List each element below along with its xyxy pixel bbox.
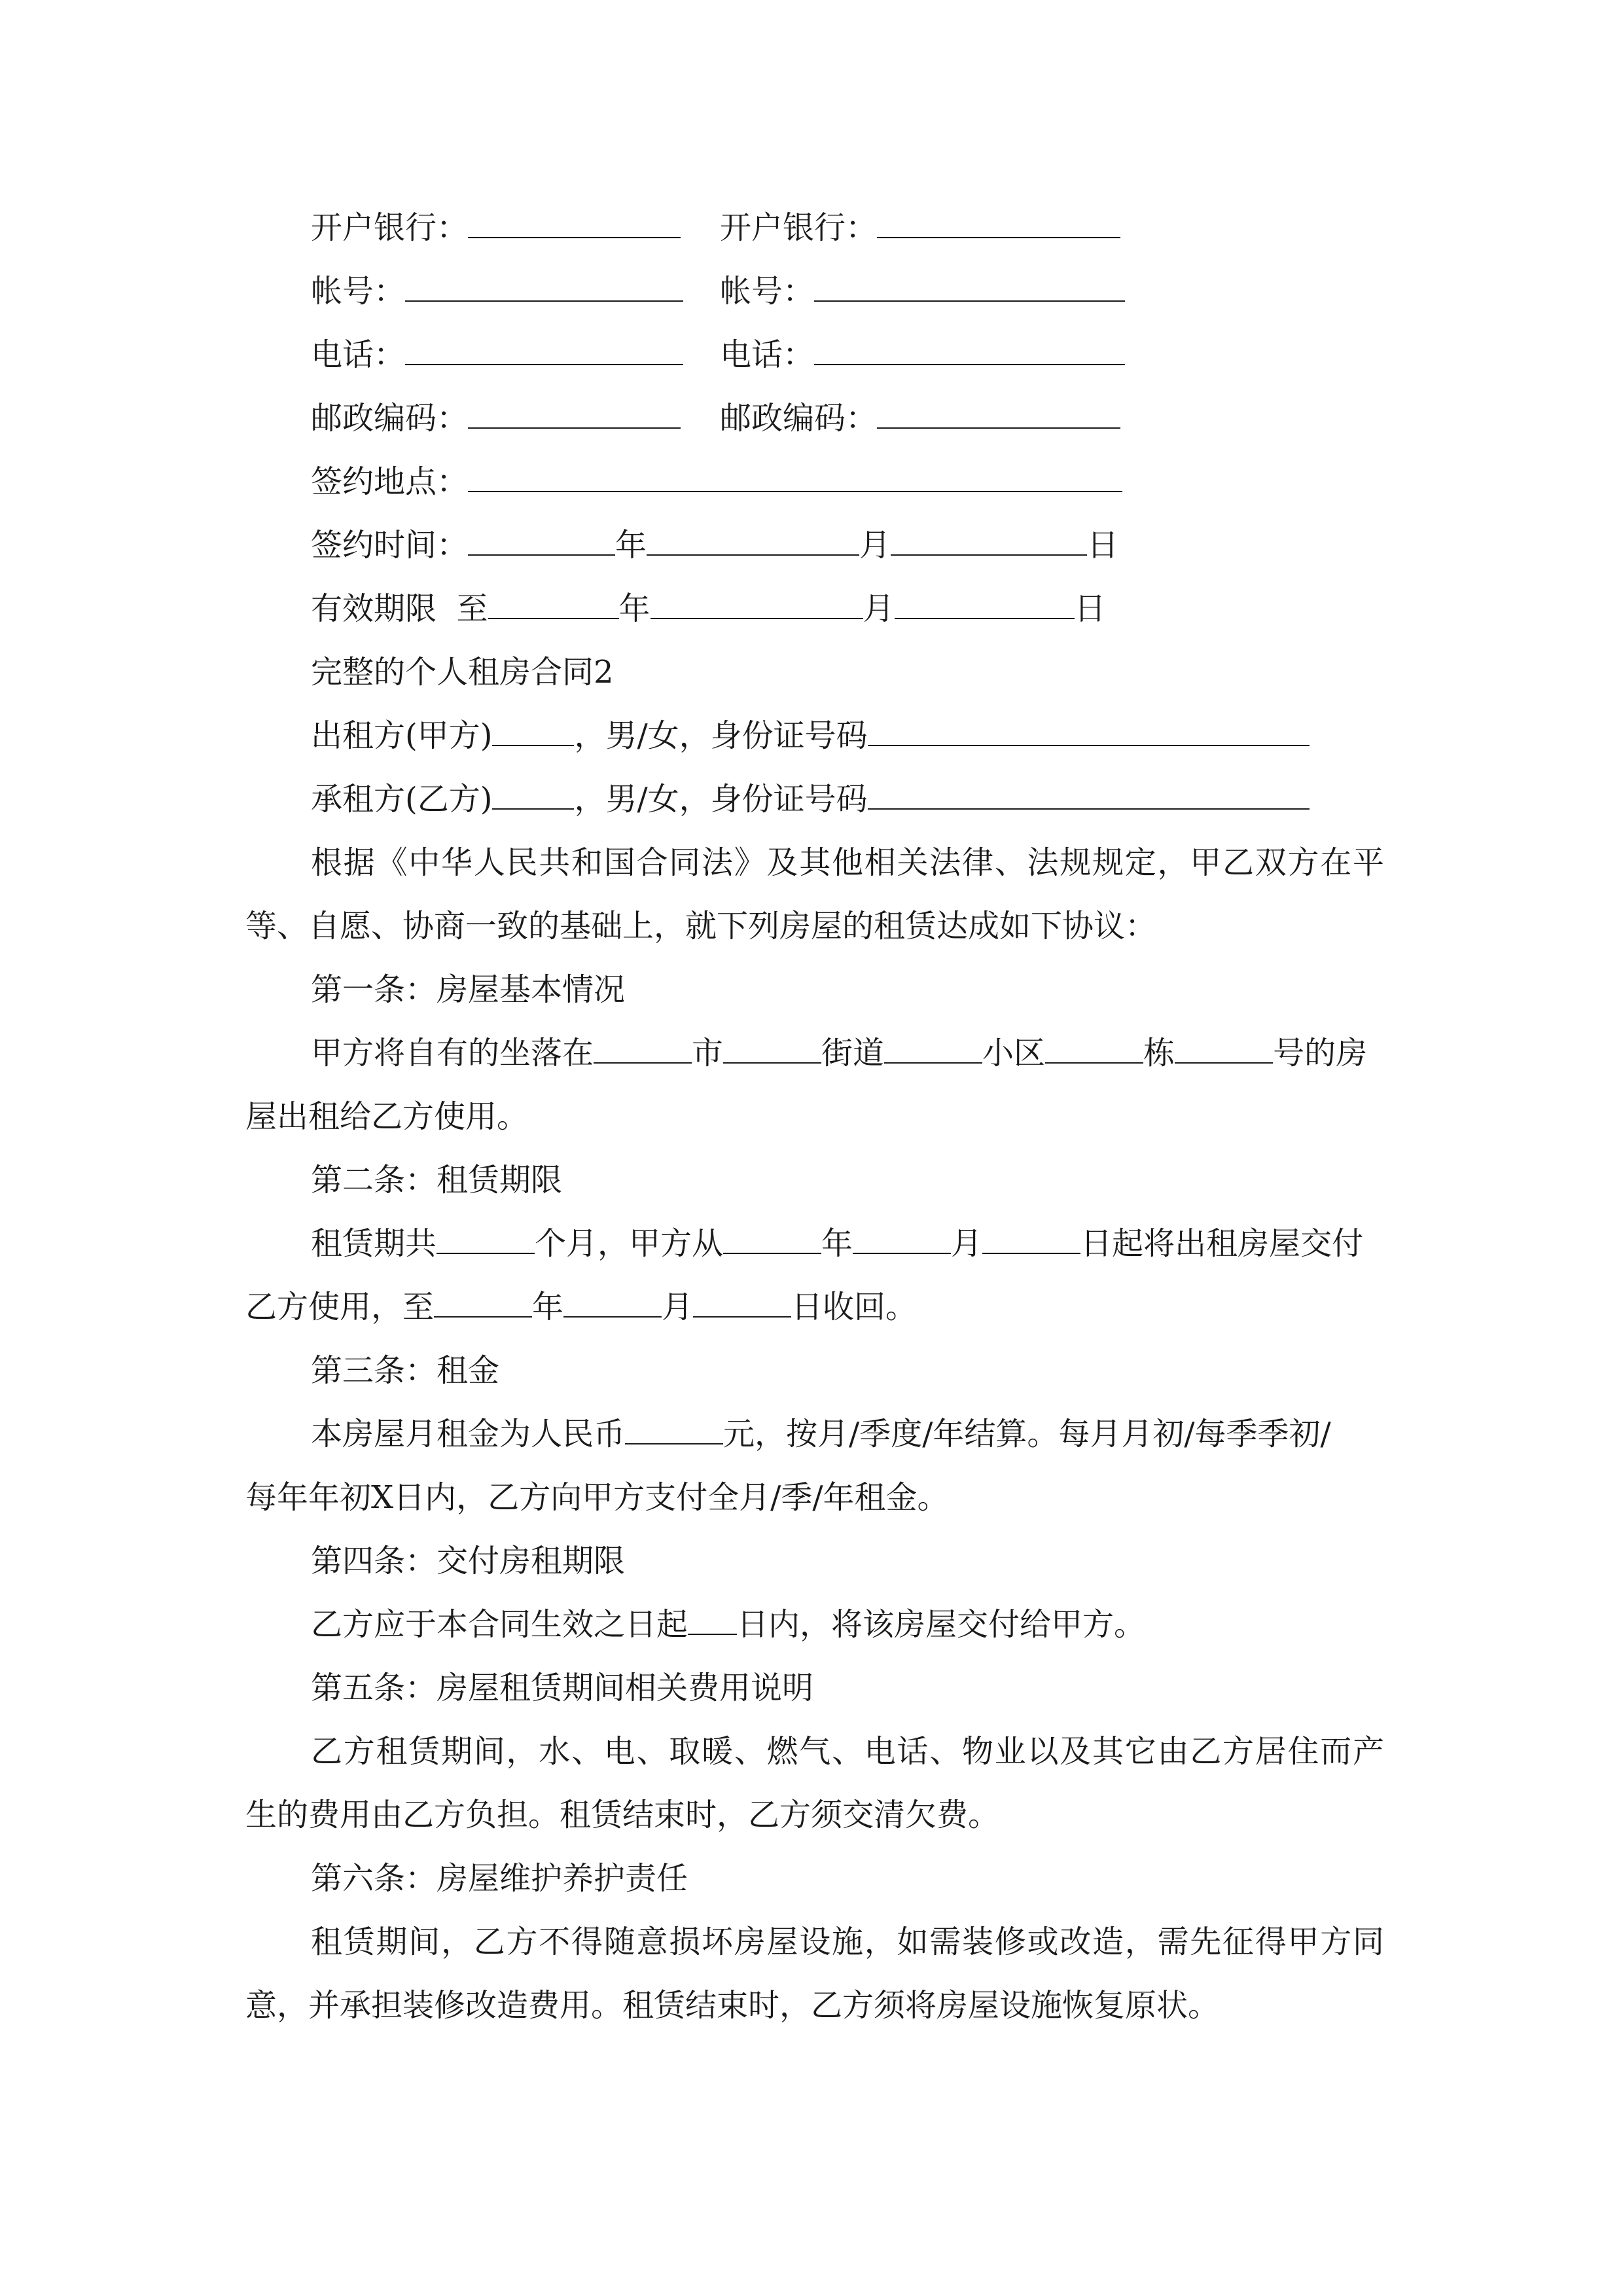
art2-start-month-blank[interactable] [853, 1219, 951, 1254]
account-label-b: 帐号： [720, 273, 815, 310]
art3-text-a: 本房屋月租金为人民币 [311, 1416, 626, 1452]
sign-year-blank[interactable] [468, 520, 615, 556]
art2-text-a: 租赁期共 [311, 1225, 437, 1262]
sign-place-row [245, 450, 1384, 514]
postcode-blank-a[interactable] [468, 393, 681, 429]
art1-building: 栋 [1143, 1035, 1175, 1071]
art3-text-b: 元，按月/季度/年结算。每月月初/每季季初/ [723, 1416, 1331, 1452]
art1-no: 号的房 [1273, 1035, 1368, 1071]
valid-day-blank[interactable] [895, 584, 1075, 619]
article-1-title: 第一条：房屋基本情况 [311, 971, 626, 1008]
valid-month-blank[interactable] [651, 584, 863, 619]
art2-month-unit: 月 [951, 1225, 983, 1262]
lessor-gender-id: ，男/女，身份证号码 [574, 717, 868, 754]
article-6-line-2: 意，并承担装修改造费用。租赁结束时，乙方须将房屋设施恢复原状。 [245, 1987, 1220, 2024]
lessor-name-blank[interactable] [492, 711, 574, 746]
article-1-line-2: 屋出租给乙方使用。 [245, 1098, 529, 1135]
article-2-line-1 [245, 1212, 1384, 1276]
account-blank-b[interactable] [814, 266, 1125, 302]
sign-year-unit: 年 [615, 527, 647, 564]
art1-city-blank[interactable] [594, 1028, 692, 1064]
article-3-line-1 [245, 1403, 1384, 1466]
bank-label-a: 开户银行： [311, 209, 469, 246]
sign-place-label: 签约地点： [311, 463, 469, 500]
art2-end-year-unit: 年 [532, 1289, 564, 1325]
art2-end-month-blank[interactable] [563, 1282, 662, 1318]
sign-day-unit: 日 [1087, 527, 1119, 564]
valid-month-unit: 月 [863, 590, 895, 627]
article-1-line-1 [245, 1022, 1384, 1085]
sign-time-row [245, 514, 1384, 577]
intro-line-1: 根据《中华人民共和国合同法》及其他相关法律、法规规定，甲乙双方在平 [311, 844, 1384, 881]
contract-title: 完整的个人租房合同2 [311, 654, 614, 691]
art1-city: 市 [692, 1035, 724, 1071]
phone-blank-a[interactable] [405, 330, 683, 365]
art2-text-b: 个月，甲方从 [535, 1225, 724, 1262]
lessor-row [245, 704, 1384, 768]
valid-year-unit: 年 [618, 590, 651, 627]
lessee-name-blank[interactable] [492, 774, 574, 810]
article-6-title: 第六条：房屋维护养护责任 [311, 1860, 688, 1897]
art2-year-unit: 年 [821, 1225, 853, 1262]
art2-text-e: 日收回。 [791, 1289, 918, 1325]
account-label-a: 帐号： [311, 273, 406, 310]
valid-day-unit: 日 [1074, 590, 1106, 627]
phone-label-a: 电话： [311, 336, 406, 373]
postcode-blank-b[interactable] [877, 393, 1120, 429]
phone-row [245, 323, 1384, 387]
art2-end-day-blank[interactable] [693, 1282, 791, 1318]
art2-text-d: 乙方使用，至 [245, 1289, 435, 1325]
lessee-gender-id: ，男/女，身份证号码 [574, 781, 868, 817]
postcode-row [245, 387, 1384, 450]
sign-place-blank[interactable] [468, 457, 1122, 492]
art1-street: 街道 [821, 1035, 885, 1071]
art2-end-month-unit: 月 [662, 1289, 694, 1325]
valid-label: 有效期限 至 [311, 590, 488, 627]
article-3-title: 第三条：租金 [311, 1352, 500, 1389]
art1-building-blank[interactable] [1045, 1028, 1143, 1064]
bank-blank-b[interactable] [877, 203, 1120, 238]
art4-text-a: 乙方应于本合同生效之日起 [311, 1606, 688, 1643]
article-4-title: 第四条：交付房租期限 [311, 1543, 626, 1579]
valid-row [245, 577, 1384, 641]
art2-start-day-blank[interactable] [982, 1219, 1080, 1254]
lessee-id-blank[interactable] [868, 774, 1310, 810]
art2-start-year-blank[interactable] [723, 1219, 821, 1254]
art1-district: 小区 [982, 1035, 1046, 1071]
sign-month-unit: 月 [859, 527, 891, 564]
postcode-label-b: 邮政编码： [720, 400, 878, 437]
postcode-label-a: 邮政编码： [311, 400, 469, 437]
lessee-row [245, 768, 1384, 831]
art2-months-blank[interactable] [437, 1219, 535, 1254]
art1-text-a: 甲方将自有的坐落在 [311, 1035, 594, 1071]
article-2-title: 第二条：租赁期限 [311, 1162, 563, 1198]
art4-days-blank[interactable] [688, 1600, 737, 1635]
art4-text-b: 日内，将该房屋交付给甲方。 [737, 1606, 1146, 1643]
account-row [245, 260, 1384, 323]
art1-district-blank[interactable] [884, 1028, 982, 1064]
article-3-line-2: 每年年初X日内，乙方向甲方支付全月/季/年租金。 [245, 1479, 949, 1516]
lessor-label: 出租方(甲方) [311, 717, 493, 754]
bank-row [245, 196, 1384, 260]
art1-street-blank[interactable] [723, 1028, 821, 1064]
lessor-id-blank[interactable] [868, 711, 1310, 746]
article-2-line-2 [245, 1276, 1384, 1339]
article-5-line-2: 生的费用由乙方负担。租赁结束时，乙方须交清欠费。 [245, 1797, 1000, 1833]
article-4-line-1 [245, 1593, 1384, 1657]
art1-no-blank[interactable] [1175, 1028, 1273, 1064]
intro-line-2: 等、自愿、协商一致的基础上，就下列房屋的租赁达成如下协议： [245, 908, 1157, 944]
article-5-title: 第五条：房屋租赁期间相关费用说明 [311, 1670, 814, 1706]
bank-label-b: 开户银行： [720, 209, 878, 246]
lessee-label: 承租方(乙方) [311, 781, 493, 817]
bank-blank-a[interactable] [468, 203, 681, 238]
art3-rent-blank[interactable] [625, 1409, 723, 1444]
phone-label-b: 电话： [720, 336, 815, 373]
valid-year-blank[interactable] [488, 584, 619, 619]
account-blank-a[interactable] [405, 266, 683, 302]
article-6-line-1: 租赁期间，乙方不得随意损坏房屋设施，如需装修或改造，需先征得甲方同 [311, 1924, 1384, 1960]
art2-end-year-blank[interactable] [434, 1282, 532, 1318]
document-body [245, 196, 1384, 2037]
article-5-line-1: 乙方租赁期间，水、电、取暖、燃气、电话、物业以及其它由乙方居住而产 [311, 1733, 1384, 1770]
sign-day-blank[interactable] [891, 520, 1087, 556]
sign-time-label: 签约时间： [311, 527, 469, 564]
phone-blank-b[interactable] [814, 330, 1125, 365]
art2-text-c: 日起将出租房屋交付 [1080, 1225, 1364, 1262]
sign-month-blank[interactable] [647, 520, 859, 556]
